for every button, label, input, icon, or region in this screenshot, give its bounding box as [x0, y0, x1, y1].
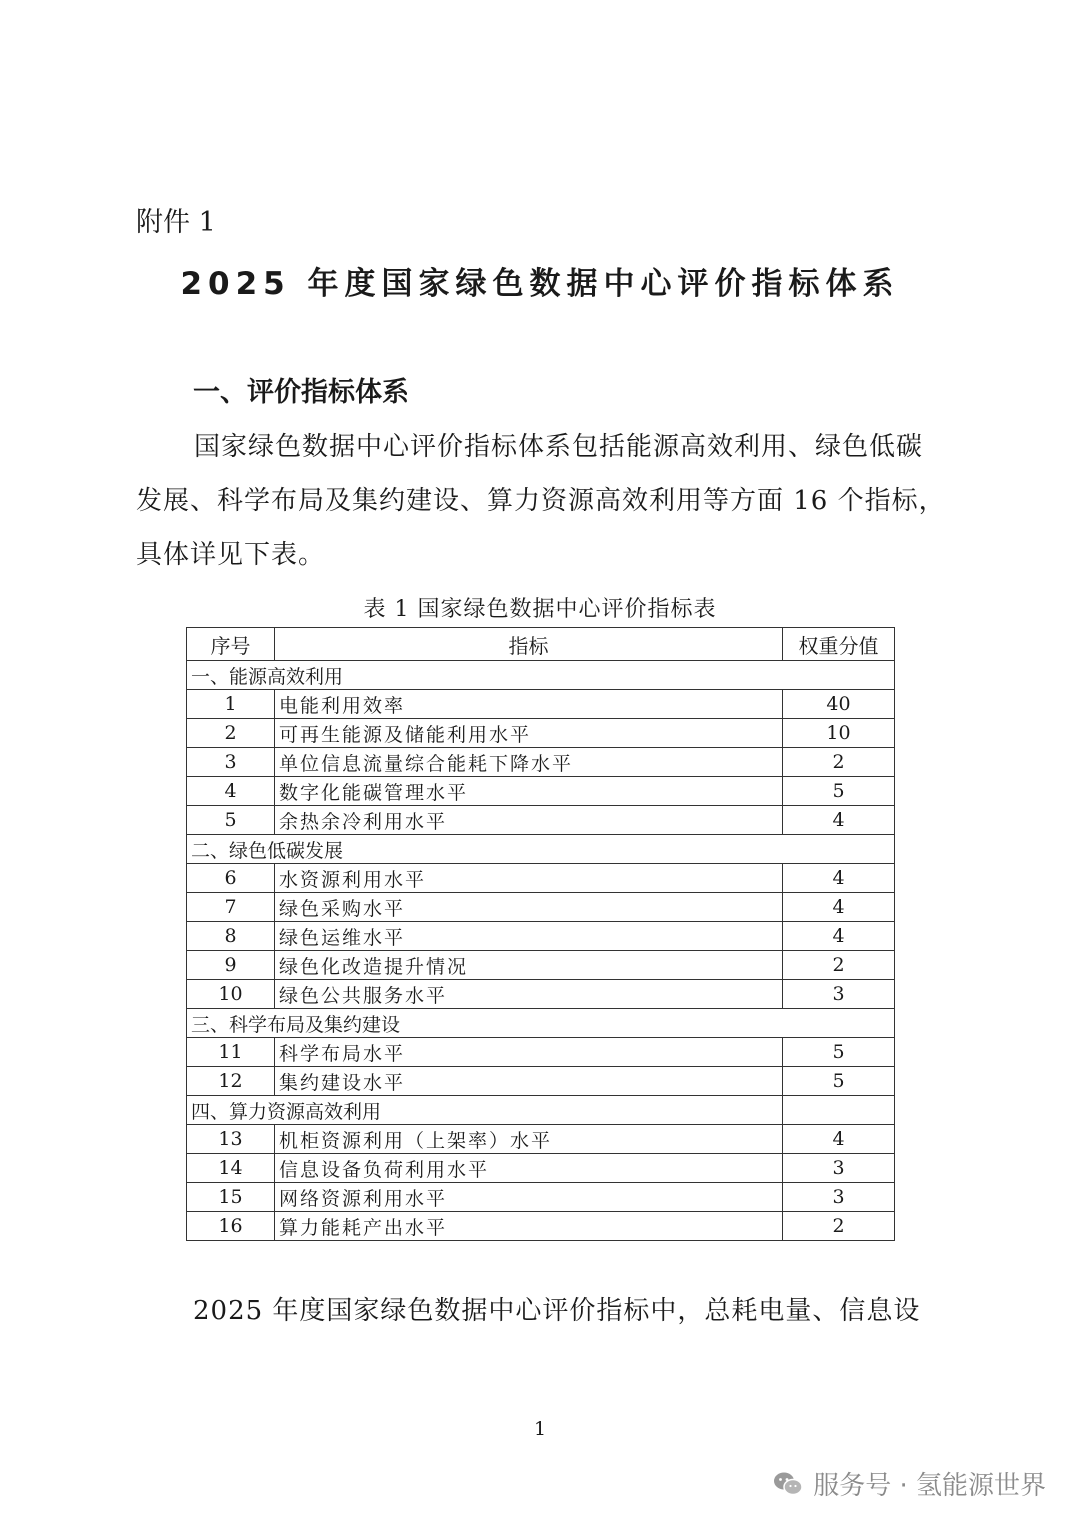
table-row: [187, 922, 895, 951]
row-weight: 2: [783, 1212, 895, 1241]
table-row: [187, 980, 895, 1009]
category-label: 四、算力资源高效利用: [187, 1096, 783, 1125]
table-row: [187, 1038, 895, 1067]
row-weight: 40: [783, 690, 895, 719]
row-no: 9: [187, 951, 275, 980]
table-row: [187, 719, 895, 748]
row-weight: 4: [783, 922, 895, 951]
table-row: [187, 1154, 895, 1183]
row-indicator: 可再生能源及储能利用水平: [275, 719, 783, 748]
row-weight: 3: [783, 980, 895, 1009]
row-indicator: 绿色化改造提升情况: [275, 951, 783, 980]
row-indicator: 水资源利用水平: [275, 864, 783, 893]
watermark-text: 服务号 · 氢能源世界: [813, 1471, 1046, 1501]
table-header-row: [187, 628, 895, 661]
row-indicator: 绿色采购水平: [275, 893, 783, 922]
row-no: 2: [187, 719, 275, 748]
row-weight: 4: [783, 864, 895, 893]
row-no: 1: [187, 690, 275, 719]
row-no: 12: [187, 1067, 275, 1096]
row-weight: 3: [783, 1183, 895, 1212]
row-indicator: 绿色公共服务水平: [275, 980, 783, 1009]
table-row: [187, 777, 895, 806]
table-row: [187, 864, 895, 893]
row-no: 13: [187, 1125, 275, 1154]
table-body: [187, 661, 895, 1241]
row-weight: 4: [783, 1125, 895, 1154]
header-indicator: 指标: [275, 628, 783, 661]
indicator-table: [186, 627, 895, 1241]
row-no: 4: [187, 777, 275, 806]
continuation-text: 2025 年度国家绿色数据中心评价指标中，总耗电量、信息设: [193, 1296, 921, 1326]
category-row: [187, 1009, 895, 1038]
row-weight: 4: [783, 806, 895, 835]
row-no: 16: [187, 1212, 275, 1241]
table-row: [187, 951, 895, 980]
row-no: 3: [187, 748, 275, 777]
row-no: 8: [187, 922, 275, 951]
wechat-icon: [773, 1471, 803, 1497]
table-row: [187, 1125, 895, 1154]
row-weight: 5: [783, 1038, 895, 1067]
category-label: 三、科学布局及集约建设: [187, 1009, 895, 1038]
row-weight: 5: [783, 777, 895, 806]
table-caption: 表 1 国家绿色数据中心评价指标表: [363, 597, 717, 622]
row-no: 15: [187, 1183, 275, 1212]
table-row: [187, 690, 895, 719]
row-no: 11: [187, 1038, 275, 1067]
table-row: [187, 806, 895, 835]
row-weight: 5: [783, 1067, 895, 1096]
row-no: 7: [187, 893, 275, 922]
row-indicator: 余热余冷利用水平: [275, 806, 783, 835]
table-row: [187, 1212, 895, 1241]
row-indicator: 网络资源利用水平: [275, 1183, 783, 1212]
row-indicator: 数字化能碳管理水平: [275, 777, 783, 806]
row-indicator: 机柜资源利用（上架率）水平: [275, 1125, 783, 1154]
intro-paragraph: 国家绿色数据中心评价指标体系包括能源高效利用、绿色低碳发展、科学布局及集约建设、算力资源高效利用等方面 16 个指标，具体详见下表。: [136, 432, 946, 570]
document-title: 2025 年度国家绿色数据中心评价指标体系: [180, 266, 900, 302]
table-row: [187, 893, 895, 922]
table-row: [187, 1183, 895, 1212]
row-indicator: 电能利用效率: [275, 690, 783, 719]
watermark: [773, 1465, 1046, 1502]
category-weight-cell: [783, 1096, 895, 1125]
category-row: [187, 661, 895, 690]
row-no: 5: [187, 806, 275, 835]
table-row: [187, 748, 895, 777]
row-no: 14: [187, 1154, 275, 1183]
page-number: 1: [533, 1418, 547, 1440]
row-indicator: 集约建设水平: [275, 1067, 783, 1096]
row-no: 10: [187, 980, 275, 1009]
row-indicator: 单位信息流量综合能耗下降水平: [275, 748, 783, 777]
row-no: 6: [187, 864, 275, 893]
section-heading: 一、评价指标体系: [193, 377, 409, 408]
row-weight: 3: [783, 1154, 895, 1183]
row-indicator: 算力能耗产出水平: [275, 1212, 783, 1241]
category-label: 二、绿色低碳发展: [187, 835, 895, 864]
category-row: [187, 1096, 895, 1125]
row-weight: 2: [783, 748, 895, 777]
category-row: [187, 835, 895, 864]
row-indicator: 绿色运维水平: [275, 922, 783, 951]
category-label: 一、能源高效利用: [187, 661, 895, 690]
row-weight: 10: [783, 719, 895, 748]
row-weight: 2: [783, 951, 895, 980]
attachment-label: 附件 1: [136, 207, 216, 238]
row-weight: 4: [783, 893, 895, 922]
row-indicator: 信息设备负荷利用水平: [275, 1154, 783, 1183]
table-row: [187, 1067, 895, 1096]
header-no: 序号: [187, 628, 275, 661]
header-weight: 权重分值: [783, 628, 895, 661]
row-indicator: 科学布局水平: [275, 1038, 783, 1067]
